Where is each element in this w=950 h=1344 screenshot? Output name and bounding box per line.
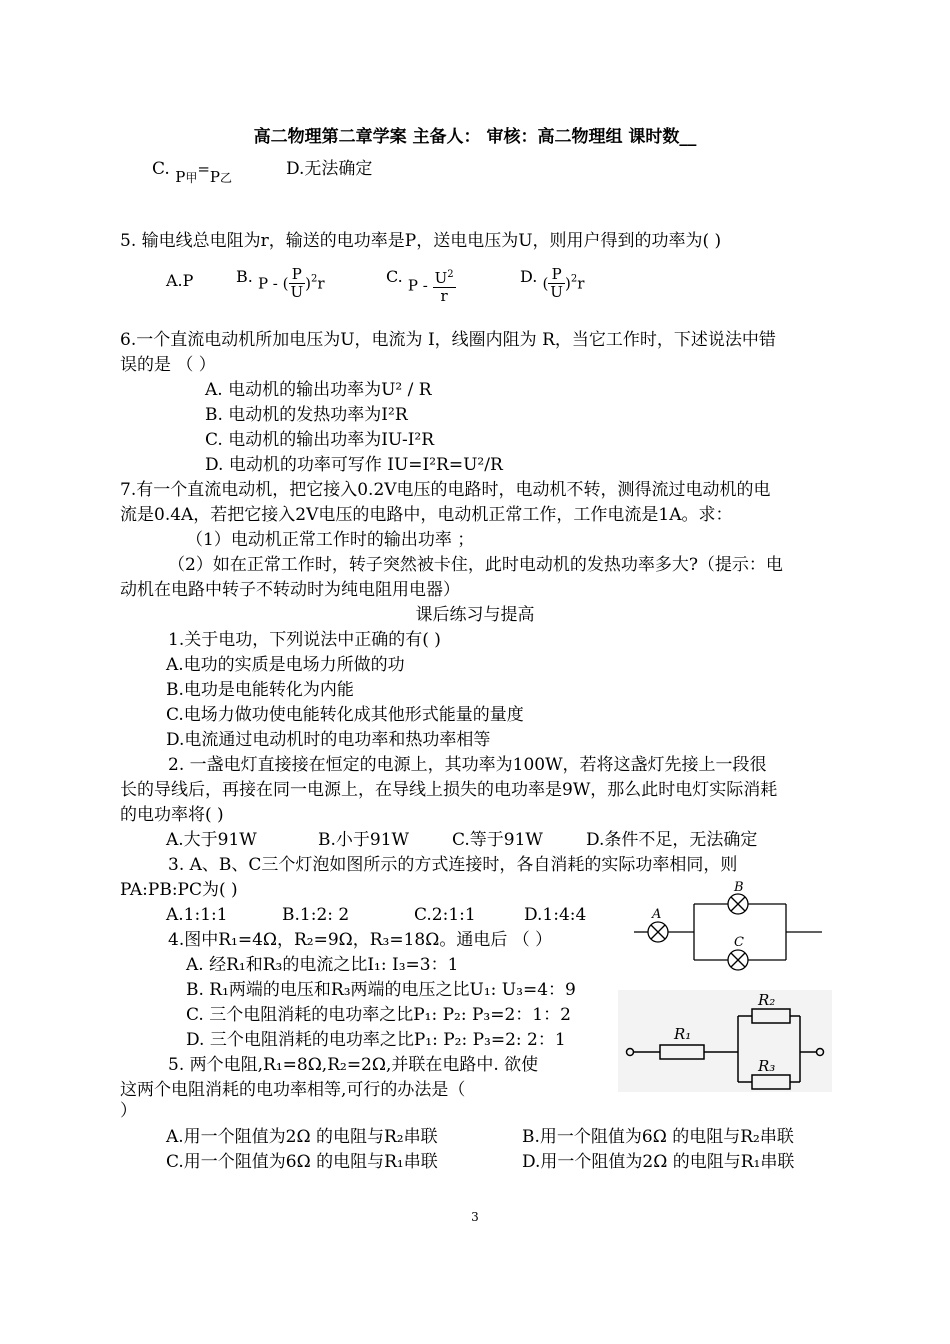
q5-option-d: D. ( $\frac{P}{U}$ )$^2$r [520,265,585,301]
q7-sub2-line2: 动机在电路中转子不转动时为纯电阻用电器） [120,580,460,600]
p2-option-d: D.条件不足，无法确定 [586,830,758,850]
q7-line2: 流是0.4A，若把它接入2V电压的电路中，电动机正常工作，工作电流是1A。求： [120,505,733,525]
q7-line1: 7.有一个直流电动机，把它接入0.2V电压的电路时，电动机不转，测得流过电动机的电 [120,480,771,500]
p2-line3: 的电功率将( ) [120,805,224,825]
resistor-label-r1: R₁ [674,1025,692,1043]
p3-line2: PA:PB:PC为( ) [120,880,238,900]
p2-option-c: C.等于91W [452,830,543,850]
p5-line3: ） [120,1101,137,1121]
resistor-label-r2: R₂ [758,991,776,1009]
p3-option-b: B.1:2: 2 [282,905,350,925]
p2-option-b: B.小于91W [318,830,410,850]
p5-line2: 这两个电阻消耗的电功率相等,可行的办法是（ [120,1080,466,1100]
prev-option-c: C. P甲=P乙 [152,159,233,186]
q6-option-a: A. 电动机的输出功率为U² / R [205,380,432,400]
p1-option-c: C.电场力做功使电能转化成其他形式能量的量度 [166,705,524,725]
p5-option-c: C.用一个阻值为6Ω 的电阻与R₁串联 [166,1152,438,1172]
q7-sub1: （1）电动机正常工作时的输出功率 ； [186,530,475,550]
p4-option-b: B. R₁两端的电压和R₃两端的电压之比U₁: U₃=4：9 [186,980,576,1000]
page-number: 3 [471,1210,479,1224]
p1-stem: 1.关于电功，下列说法中正确的有( ) [168,630,441,650]
q6-option-b: B. 电动机的发热功率为I²R [205,405,408,425]
p3-option-c: C.2:1:1 [414,905,476,925]
resistor-label-r3: R₃ [758,1057,776,1075]
p3-option-a: A.1:1:1 [166,905,228,925]
p5-line1: 5. 两个电阻,R₁=8Ω,R₂=2Ω,并联在电路中. 欲使 [168,1055,539,1075]
p2-option-a: A.大于91W [166,830,257,850]
q6-line1: 6.一个直流电动机所加电压为U，电流为 I，线圈内阻为 R，当它工作时，下述说法中错 [120,330,776,350]
p3-option-d: D.1:4:4 [524,905,587,925]
q5-option-a: A.P [166,271,194,290]
p4-resistor-circuit-figure [618,990,832,1092]
p1-option-d: D.电流通过电动机时的电功率和热功率相等 [166,730,491,750]
p2-line2: 长的导线后，再接在同一电源上，在导线上损失的电功率是9W，那么此时电灯实际消耗 [120,780,778,800]
lamp-label-b: B [734,880,744,895]
lamp-label-c: C [734,935,744,950]
p5-option-a: A.用一个阻值为2Ω 的电阻与R₂串联 [166,1127,438,1147]
prev-option-d: D.无法确定 [286,159,373,179]
q7-sub2-line1: （2）如在正常工作时，转子突然被卡住，此时电动机的发热功率多大?（提示：电 [168,555,783,575]
p5-option-d: D.用一个阻值为2Ω 的电阻与R₁串联 [522,1152,795,1172]
q5-option-c: C. P - $\frac{U^2}{r}$ [386,267,454,305]
section-title: 课后练习与提高 [415,605,535,625]
p4-option-a: A. 经R₁和R₃的电流之比I₁: I₃=3：1 [186,955,459,975]
page-header: 高二物理第二章学案 主备人： 审核：高二物理组 课时数__ [253,127,697,147]
q5-option-b: B. P - ( $\frac{P}{U}$ )$^2$r [236,265,325,301]
p4-option-c: C. 三个电阻消耗的电功率之比P₁: P₂: P₃=2：1：2 [186,1005,571,1025]
p3-line1: 3. A、B、C三个灯泡如图所示的方式连接时，各自消耗的实际功率相同，则 [168,855,738,875]
p1-option-b: B.电功是电能转化为内能 [166,680,354,700]
q5-stem: 5. 输电线总电阻为r，输送的电功率是P，送电电压为U，则用户得到的功率为( ) [120,231,722,251]
q6-option-c: C. 电动机的输出功率为IU-I²R [205,430,435,450]
p2-line1: 2. 一盏电灯直接接在恒定的电源上，其功率为100W，若将这盏灯先接上一段很 [168,755,767,775]
q6-line2: 误的是 （ ） [120,355,216,375]
p1-option-a: A.电功的实质是电场力所做的功 [166,655,405,675]
p4-stem: 4.图中R₁=4Ω，R₂=9Ω，R₃=18Ω。通电后 （ ） [168,930,553,950]
p4-option-d: D. 三个电阻消耗的电功率之比P₁: P₂: P₃=2: 2：1 [186,1030,566,1050]
p5-option-b: B.用一个阻值为6Ω 的电阻与R₂串联 [522,1127,794,1147]
lamp-label-a: A [652,907,662,922]
q6-option-d: D. 电动机的功率可写作 IU=I²R=U²/R [205,455,503,475]
p3-lamp-circuit-figure [630,880,826,976]
